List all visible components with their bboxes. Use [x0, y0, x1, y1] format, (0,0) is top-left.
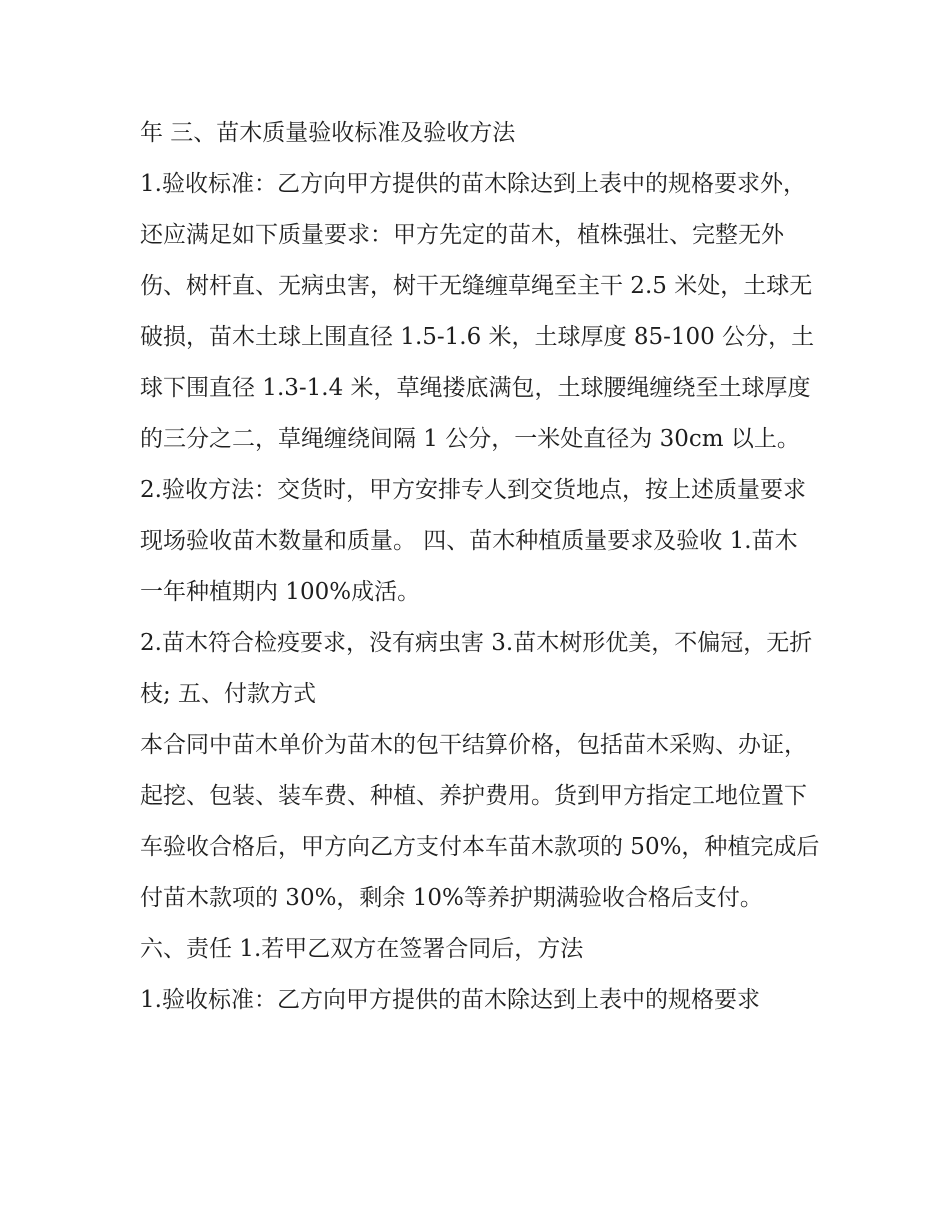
responsibility-paragraph: 六、责任 1.若甲乙双方在签署合同后，方法 — [140, 936, 584, 962]
acceptance-standard-paragraph: 1.验收标准：乙方向甲方提供的苗木除达到上表中的规格要求外，还应满足如下质量要求：甲方先定的苗木，植株强壮、完整无外伤、树杆直、无病虫害，树干无缝缠草绳至主干 2.5 米处，土球无破损，苗木土球上围直径 1.5-1.6 米，土球厚度 85-100 公分，土球下围直径 1.3-1.4 米，草绳搂底满包，土球腰绳缠绕至土球厚度的三分之二，草绳缠绕间隔 1 公分，一米处直径为 30cm 以上。 — [140, 171, 815, 452]
quarantine-requirement-paragraph: 2.苗木符合检疫要求，没有病虫害 3.苗木树形优美，不偏冠，无折枝; 五、付款方式 — [140, 630, 813, 707]
section-three-heading: 年 三、苗木质量验收标准及验收方法 — [140, 120, 516, 146]
acceptance-method-paragraph: 2.验收方法：交货时，甲方安排专人到交货地点，按上述质量要求现场验收苗木数量和质量。 四、苗木种植质量要求及验收 1.苗木一年种植期内 100%成活。 — [140, 477, 806, 605]
payment-terms-paragraph: 本合同中苗木单价为苗木的包干结算价格，包括苗木采购、办证，起挖、包装、装车费、种植、养护费用。货到甲方指定工地位置下车验收合格后，甲方向乙方支付本车苗木款项的 50%，种植完成后付苗木款项的 30%，剩余 10%等养护期满验收合格后支付。 — [140, 732, 820, 911]
acceptance-standard-repeat-paragraph: 1.验收标准：乙方向甲方提供的苗木除达到上表中的规格要求 — [140, 987, 760, 1013]
document-body — [140, 108, 820, 1026]
